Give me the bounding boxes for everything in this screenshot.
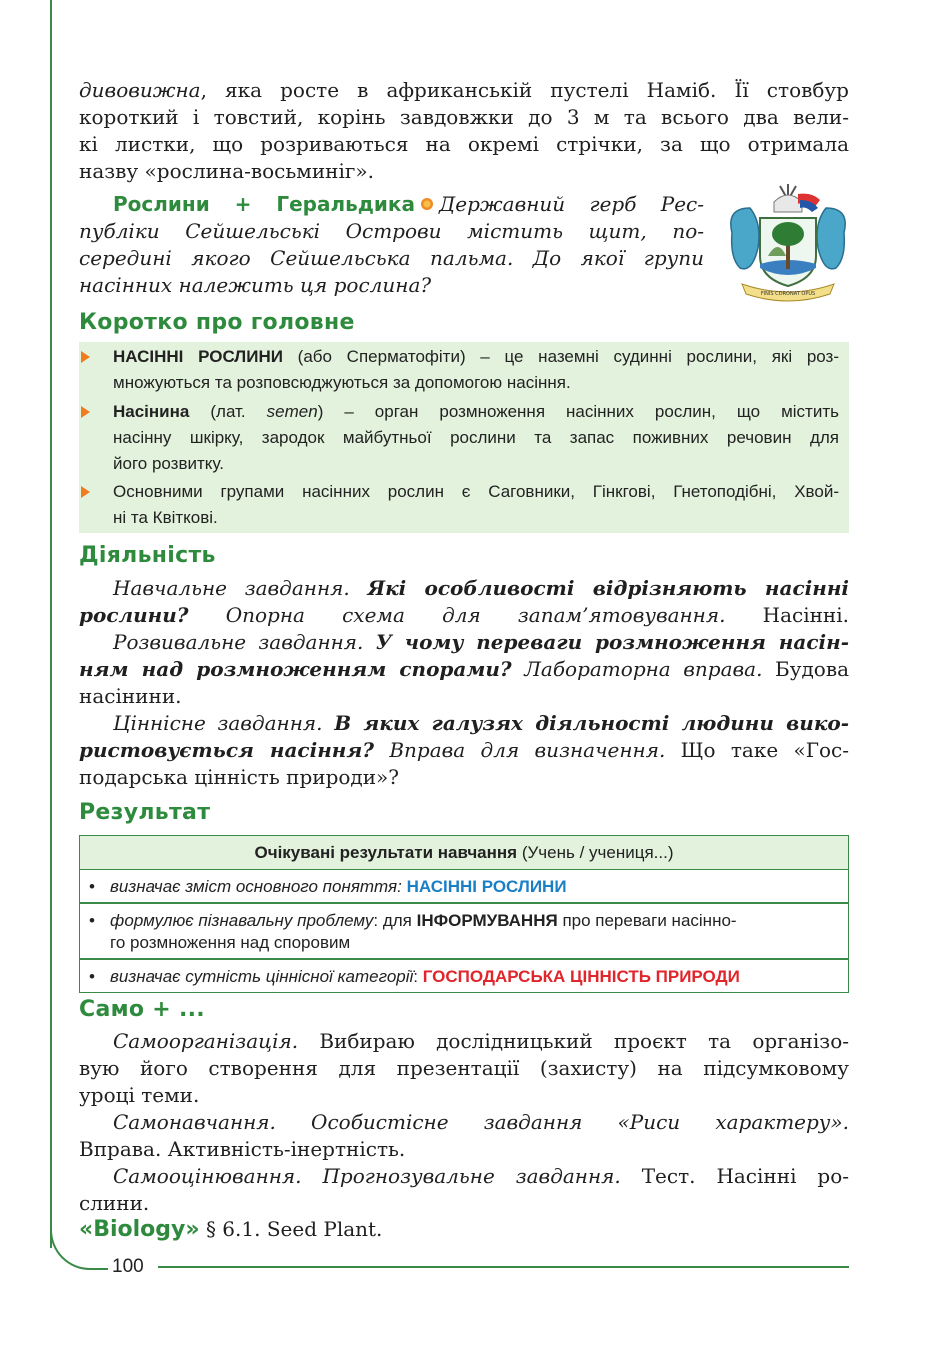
self-line: Вправа. Активність-інертність. (79, 1137, 406, 1161)
intro-line: назву «рослина-восьминіг». (79, 159, 374, 183)
activity-heading: Діяльність (79, 543, 216, 568)
activity-line: подарська цінність природи»? (79, 765, 400, 789)
table-row: • визначає сутність ціннісної категорії: ГОСПОДАРСЬКА ЦІННІСТЬ ПРИРОДИ (80, 958, 848, 992)
summary-heading: Коротко про головне (79, 310, 355, 335)
activity-line: Розвивальне завдання. У чому переваги розмноження насін- (113, 630, 849, 654)
intro-line: кі листки, що розриваються на окремі стрічки, за що отримала (79, 132, 849, 156)
emblem-motto: FINIS CORONAT OPUS (760, 291, 816, 297)
heraldry-line: публіки Сейшельські Острови містить щит, по- (79, 219, 704, 243)
self-line: Самооцінювання. Прогнозувальне завдання. Тест. Насінні ро- (113, 1164, 850, 1188)
activity-line: ням над розмноженням спорами? Лабораторна вправа. Будова (79, 657, 850, 681)
summary-box (79, 342, 849, 533)
result-heading: Результат (79, 800, 211, 825)
flower-icon (421, 198, 433, 210)
activity-line: Навчальне завдання. Які особливості відрізняють насінні (113, 576, 849, 600)
activity-line: насінини. (79, 684, 182, 708)
heraldry-line: насінних належить ця рослина? (79, 273, 432, 297)
self-line: слини. (79, 1191, 150, 1215)
self-section (79, 1028, 849, 1217)
intro-line: короткий і товстий, корінь завдовжки до 3 м та всього два вели- (79, 105, 849, 129)
bullet-triangle-icon (81, 351, 90, 363)
biology-reference: «Biology» § 6.1. Seed Plant. (79, 1217, 383, 1242)
heraldry-label: Рослини + Геральдика (113, 192, 416, 216)
self-line: вую його створення для презентації (захисту) на підсумковому (79, 1056, 849, 1080)
footer-rule (158, 1266, 849, 1268)
self-line: уроці теми. (79, 1083, 200, 1107)
activity-line: Ціннісне завдання. В яких галузях діяльності людини вико- (113, 711, 850, 735)
summary-item: Насінина (лат. semen) – орган розмноження насінних рослин, що містить насінну шкірку, зародок майбутньої рослини та запас поживних речовин для його розвитку. (113, 402, 839, 473)
table-row: • визначає зміст основного поняття: НАСІННІ РОСЛИНИ (89, 877, 567, 896)
seychelles-coat-of-arms-image (722, 178, 854, 304)
summary-item: Основними групами насінних рослин є Саговники, Гінкгові, Гнетоподібні, Хвой- ні та Квіткові. (113, 482, 839, 527)
page-number: 100 (112, 1256, 144, 1277)
activity-section (79, 575, 849, 791)
self-line: Самоорганізація. Вибираю дослідницький проєкт та організо- (113, 1029, 849, 1053)
heraldry-paragraph (79, 191, 704, 299)
table-row: • формулює пізнавальну проблему: для ІНФОРМУВАННЯ про переваги насінно- го розмноження над споровим (80, 902, 848, 958)
results-table (79, 835, 849, 993)
activity-line: рослини? Опорна схема для запам’ятовування. Насінні. (79, 603, 850, 627)
margin-line (50, 0, 52, 1248)
activity-line: ристовується насіння? Вправа для визначення. Що таке «Гос- (79, 738, 849, 762)
heraldry-line: середині якого Сейшельська пальма. До якої групи (79, 246, 704, 270)
heraldry-line: Рослини + Геральдика Державний герб Рес- (113, 192, 704, 216)
self-heading: Само + ... (79, 997, 205, 1022)
self-line: Самонавчання. Особистісне завдання «Риси характеру». (113, 1110, 849, 1134)
summary-item: НАСІННІ РОСЛИНИ (або Сперматофіти) – це наземні судинні рослини, які роз- множуються та розповсюджуються за допомогою насіння. (113, 347, 839, 392)
intro-paragraph (79, 77, 849, 185)
bullet-triangle-icon (81, 486, 90, 498)
bullet-triangle-icon (81, 406, 90, 418)
results-table-header: Очікувані результати навчання (Учень / учениця...) (80, 836, 848, 870)
intro-line: дивовижна, яка росте в африканській пустелі Наміб. Її стовбур (79, 78, 849, 102)
